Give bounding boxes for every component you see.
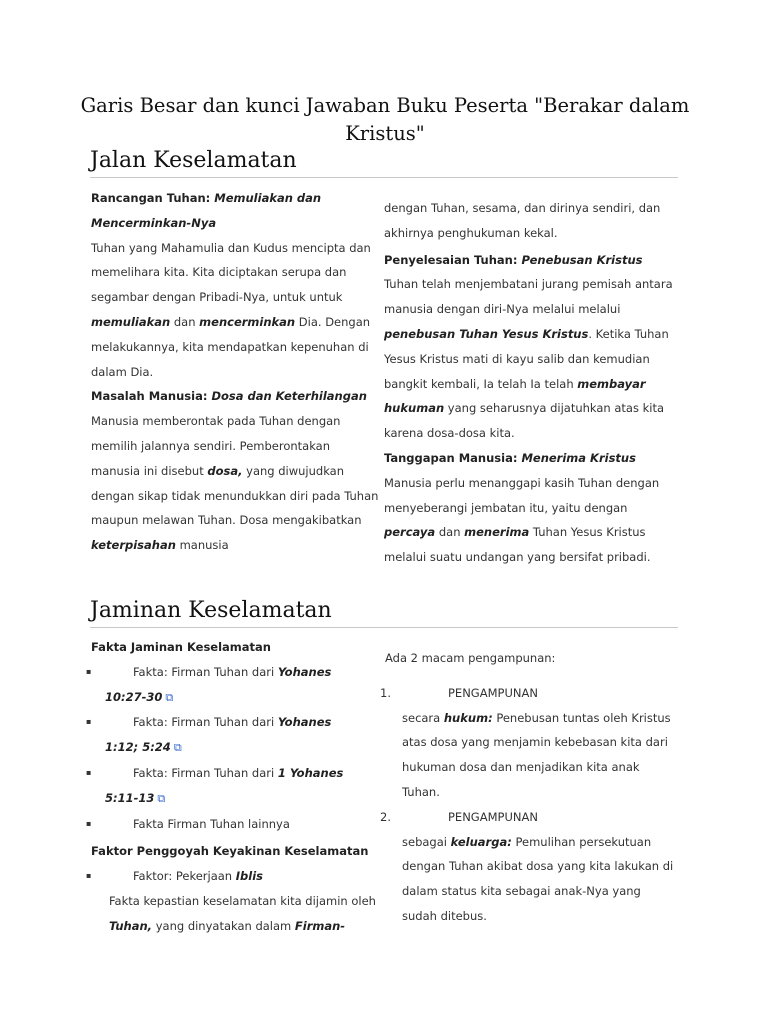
document-title: Garis Besar dan kunci Jawaban Buku Peserta "Berakar dalam Kristus" — [80, 94, 690, 145]
item-number: 2. — [380, 809, 391, 824]
fakta-ref-link[interactable]: 10:27-30 — [105, 689, 163, 704]
kepastian-text: yang dinyatakan dalam — [152, 918, 295, 933]
rancangan-text: Tuhan yang Mahamulia dan Kudus mencipta dan memelihara kita. Kita diciptakan serupa dan segambar dengan Pribadi-Nya, untuk untuk — [91, 240, 371, 305]
emphasis-membayar-hukuman: membayar hukuman — [384, 376, 646, 416]
emphasis-keluarga: keluarga: — [450, 834, 512, 849]
pengampunan-intro: Ada 2 macam pengampunan: — [385, 651, 556, 665]
kepastian-paragraph — [91, 889, 381, 939]
rancangan-text: dan — [170, 314, 200, 329]
emphasis-firman: Firman- — [294, 918, 346, 933]
fakta-item-text: Fakta: Firman Tuhan dari — [133, 715, 278, 730]
jaminan-right-column — [380, 646, 678, 929]
tanggapan-heading — [384, 446, 678, 471]
external-link-icon[interactable]: ⧉ — [157, 791, 166, 805]
tanggapan-text: dan — [435, 525, 465, 540]
fakta-item — [91, 710, 381, 761]
pengampunan-item — [380, 805, 678, 830]
faktor-title: Faktor Penggoyah Keyakinan Keselamatan — [91, 844, 369, 859]
emphasis-iblis: Iblis — [235, 869, 264, 884]
rancangan-text: Dia. Dengan melakukannya, kita mendapatkan kepenuhan di dalam Dia. — [91, 314, 371, 379]
faktor-item — [91, 864, 381, 889]
emphasis-tuhan: Tuhan, — [109, 918, 153, 933]
faktor-item-text: Faktor: Pekerjaan — [133, 869, 236, 884]
item-text: Penebusan tuntas oleh Kristus atas dosa yang menjamin kebebasan kita dari hukuman dosa dan menjadikan kita anak Tuhan. — [402, 710, 671, 799]
emphasis-percaya: percaya — [384, 525, 436, 540]
emphasis-hukum: hukum: — [443, 710, 493, 725]
emphasis-menerima: menerima — [464, 525, 530, 540]
item-text: sebagai — [402, 834, 451, 849]
fakta-item-text: Fakta: Firman Tuhan dari — [133, 664, 278, 679]
fakta-ref-book: Yohanes — [277, 664, 332, 679]
pengampunan-item-body — [402, 830, 678, 929]
jalan-left-column — [91, 186, 381, 558]
fakta-ref-book: 1 Yohanes — [277, 765, 344, 780]
fakta-item — [91, 761, 381, 812]
fakta-ref-link[interactable]: 1:12; 5:24 — [105, 740, 171, 755]
external-link-icon[interactable]: ⧉ — [165, 690, 174, 704]
penyelesaian-heading — [384, 248, 678, 273]
masalah-text: manusia — [175, 538, 229, 553]
external-link-icon[interactable]: ⧉ — [173, 741, 182, 755]
penyelesaian-text: Tuhan telah menjembatani jurang pemisah antara manusia dengan diri-Nya melalui melalui — [384, 277, 673, 317]
fakta-item — [91, 660, 381, 711]
rancangan-paragraph — [91, 186, 381, 236]
item-number: 1. — [380, 685, 391, 700]
penyelesaian-text: . Ketika Tuhan Yesus Kristus mati di kayu salib dan kemudian bangkit kembali, Ia telah Ia telah — [384, 326, 669, 391]
fakta-item-text: Fakta: Firman Tuhan dari — [133, 765, 278, 780]
rancangan-body — [91, 236, 381, 385]
tanggapan-text: Tuhan Yesus Kristus melalui suatu undangan yang bersifat pribadi. — [384, 525, 651, 565]
tanggapan-title: Menerima Kristus — [521, 450, 636, 465]
continuation-text: dengan Tuhan, sesama, dan dirinya sendiri, dan akhirnya penghukuman kekal. — [384, 201, 661, 240]
masalah-body — [91, 409, 381, 558]
masalah-label: Masalah Manusia: — [91, 389, 212, 404]
item-text: secara — [402, 710, 444, 725]
emphasis-penebusan: penebusan Tuhan Yesus Kristus — [384, 326, 589, 341]
fakta-title: Fakta Jaminan Keselamatan — [91, 640, 271, 654]
rancangan-title: Memuliakan dan Mencerminkan-Nya — [91, 191, 322, 230]
kepastian-text: Fakta kepastian keselamatan kita dijamin oleh — [109, 893, 376, 908]
pengampunan-item-body — [402, 706, 678, 805]
fakta-ref-book: Yohanes — [277, 715, 332, 730]
masalah-text: yang diwujudkan dengan sikap tidak menundukkan diri pada Tuhan maupun melawan Tuhan. Dosa mengakibatkan — [91, 463, 379, 528]
pengampunan-list — [380, 681, 678, 929]
fakta-ref-link[interactable]: 5:11-13 — [105, 790, 155, 805]
masalah-title: Dosa dan Keterhilangan — [211, 389, 367, 404]
tanggapan-text: Manusia perlu menanggapi kasih Tuhan dengan menyeberangi jembatan itu, yaitu dengan — [384, 475, 660, 515]
pengampunan-item — [380, 681, 678, 706]
penyelesaian-title: Penebusan Kristus — [521, 252, 643, 267]
masalah-text: Manusia memberontak pada Tuhan dengan memilih jalannya sendiri. Pemberontakan manusia ini disebut — [91, 414, 341, 478]
section-heading-jaminan-keselamatan: Jaminan Keselamatan — [90, 598, 678, 628]
fakta-item-last: ▪ Fakta Firman Tuhan lainnya — [91, 812, 381, 837]
rancangan-label: Rancangan Tuhan: — [91, 191, 215, 205]
penyelesaian-body — [384, 272, 678, 446]
tanggapan-label: Tanggapan Manusia: — [384, 450, 522, 465]
section-heading-jalan-keselamatan: Jalan Keselamatan — [90, 148, 678, 178]
masalah-heading — [91, 384, 381, 409]
penyelesaian-text: yang seharusnya dijatuhkan atas kita karena dosa-dosa kita. — [384, 401, 665, 441]
emphasis-dosa: dosa, — [207, 463, 243, 478]
emphasis-keterpisahan: keterpisahan — [91, 538, 176, 553]
emphasis-memuliakan: memuliakan — [91, 314, 171, 329]
jalan-right-column — [384, 196, 678, 570]
tanggapan-body — [384, 471, 678, 570]
jaminan-left-column — [91, 635, 381, 939]
item-heading: PENGAMPUNAN — [448, 685, 538, 700]
emphasis-mencerminkan: mencerminkan — [199, 314, 296, 329]
penyelesaian-label: Penyelesaian Tuhan: — [384, 252, 522, 267]
item-text: Pemulihan persekutuan dengan Tuhan akibat dosa yang kita lakukan di dalam status kita sebagai anak-Nya yang sudah ditebus. — [402, 834, 674, 923]
item-heading: PENGAMPUNAN — [448, 809, 538, 824]
